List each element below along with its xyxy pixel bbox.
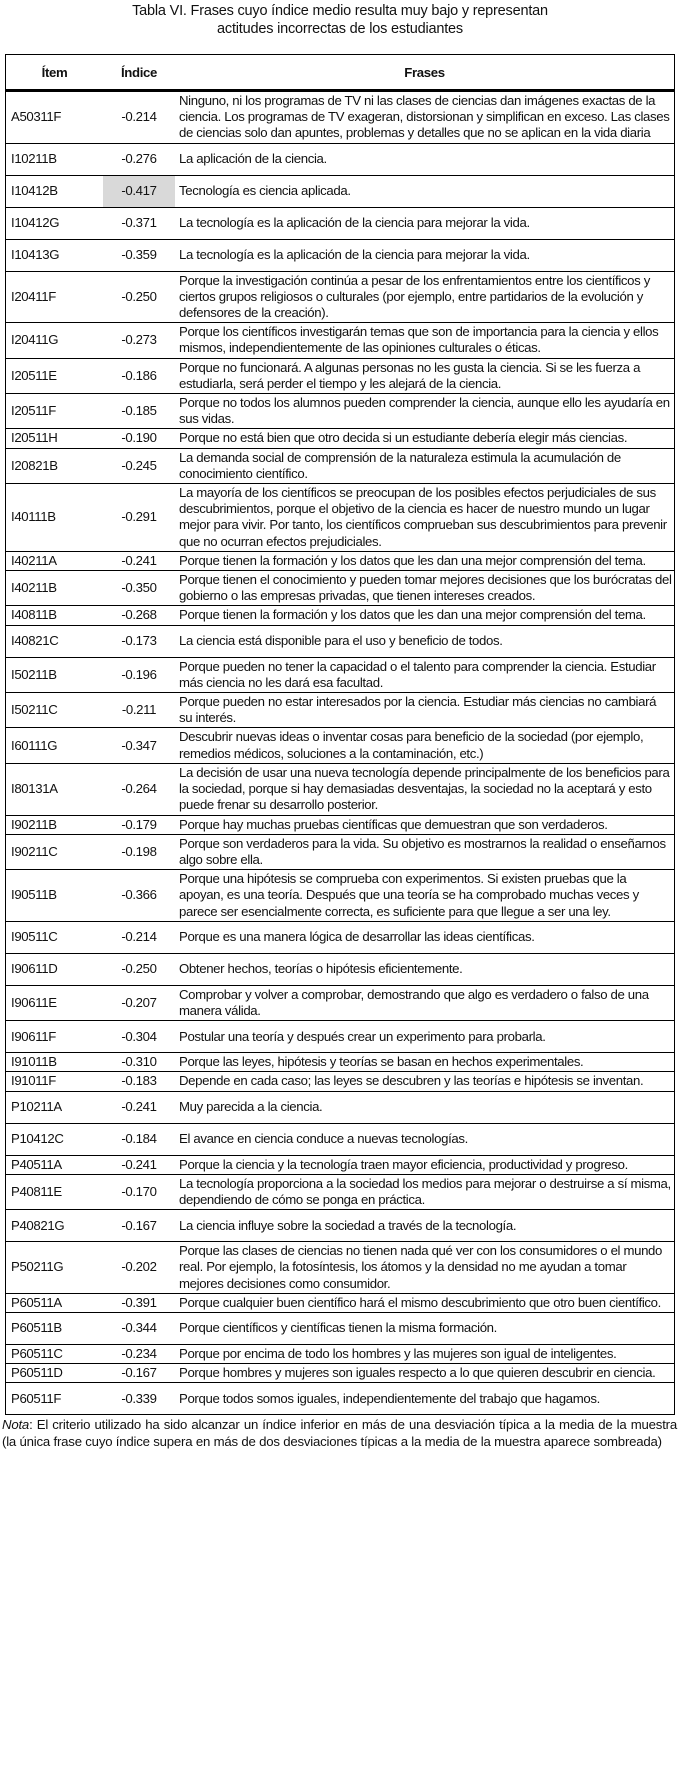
item-cell: P60511A	[6, 1293, 104, 1312]
frase-cell: La demanda social de comprensión de la naturaleza estimula la acumulación de conocimiento científico.	[175, 448, 675, 483]
table-row	[6, 1364, 675, 1383]
table-row	[6, 1383, 675, 1415]
table-row	[6, 870, 675, 922]
frase-cell: Porque una hipótesis se comprueba con experimentos. Si existen pruebas que la apoyan, es una teoría. Después que una teoría se ha comprobado muchas veces y parece ser esencialmente correcta, es suficiente para que llegue a ser una ley.	[175, 870, 675, 922]
table-row	[6, 551, 675, 570]
item-cell: I10211B	[6, 143, 104, 175]
header-indice: Índice	[103, 55, 175, 91]
frase-cell: La tecnología es la aplicación de la ciencia para mejorar la vida.	[175, 207, 675, 239]
frase-cell: Porque tienen el conocimiento y pueden tomar mejores decisiones que los burócratas del gobierno o las empresas privadas, que tienen intereses creados.	[175, 571, 675, 606]
frase-cell: Comprobar y volver a comprobar, demostrando que algo es verdadero o falso de una manera válida.	[175, 985, 675, 1020]
table-title	[0, 0, 680, 38]
item-cell: I91011B	[6, 1053, 104, 1072]
table-title-line-2: actitudes incorrectas de los estudiantes	[217, 21, 463, 37]
indice-cell: -0.245	[103, 448, 175, 483]
item-cell: I90511B	[6, 870, 104, 922]
table-row	[6, 239, 675, 271]
item-cell: P50211G	[6, 1242, 104, 1294]
table-row	[6, 693, 675, 728]
indice-cell: -0.304	[103, 1021, 175, 1053]
table-header-row	[6, 55, 675, 91]
indice-cell: -0.170	[103, 1174, 175, 1209]
indice-cell: -0.350	[103, 571, 175, 606]
item-cell: P60511F	[6, 1383, 104, 1415]
indice-cell: -0.359	[103, 239, 175, 271]
table-row	[6, 448, 675, 483]
table-row	[6, 1123, 675, 1155]
frase-cell: Porque pueden no tener la capacidad o el talento para comprender la ciencia. Estudiar más ciencia no les dará esa facultad.	[175, 657, 675, 692]
frase-cell: La ciencia está disponible para el uso y beneficio de todos.	[175, 625, 675, 657]
indice-cell: -0.202	[103, 1242, 175, 1294]
item-cell: I90611E	[6, 985, 104, 1020]
table-row	[6, 1072, 675, 1091]
item-cell: P60511D	[6, 1364, 104, 1383]
indice-cell: -0.211	[103, 693, 175, 728]
frase-cell: Porque por encima de todo los hombres y las mujeres son igual de inteligentes.	[175, 1344, 675, 1363]
table-row	[6, 834, 675, 869]
item-cell: I20411G	[6, 323, 104, 358]
frase-cell: Ninguno, ni los programas de TV ni las clases de ciencias dan imágenes exactas de la ciencia. Los programas de TV exageran, distorsionan y simplifican en exceso. Las clases de ciencias solo dan apuntes, problemas y detalles que no se aplican en la vida diaria	[175, 91, 675, 144]
frase-cell: Porque tienen la formación y los datos que les dan una mejor comprensión del tema.	[175, 551, 675, 570]
item-cell: I90211C	[6, 834, 104, 869]
indice-cell: -0.173	[103, 625, 175, 657]
frase-cell: Postular una teoría y después crear un experimento para probarla.	[175, 1021, 675, 1053]
indice-cell: -0.241	[103, 1155, 175, 1174]
indice-cell: -0.344	[103, 1312, 175, 1344]
header-item: Ítem	[6, 55, 104, 91]
table-row	[6, 207, 675, 239]
frase-cell: Porque son verdaderos para la vida. Su objetivo es mostrarnos la realidad o enseñarnos algo sobre ella.	[175, 834, 675, 869]
indice-cell: -0.198	[103, 834, 175, 869]
indice-cell: -0.179	[103, 815, 175, 834]
frase-cell: Porque hay muchas pruebas científicas que demuestran que son verdaderos.	[175, 815, 675, 834]
frase-cell: Porque las clases de ciencias no tienen nada qué ver con los consumidores o el mundo real. Por ejemplo, la fotosíntesis, los átomos y la densidad no me ayudan a tomar mejores decisiones como consumidor.	[175, 1242, 675, 1294]
table-row	[6, 1091, 675, 1123]
item-cell: P60511B	[6, 1312, 104, 1344]
indice-cell: -0.339	[103, 1383, 175, 1415]
table-row	[6, 763, 675, 815]
table-row	[6, 815, 675, 834]
indice-cell: -0.207	[103, 985, 175, 1020]
frase-cell: Porque no todos los alumnos pueden comprender la ciencia, aunque ello les ayudaría en sus vidas.	[175, 394, 675, 429]
item-cell: I90511C	[6, 921, 104, 953]
indice-cell: -0.268	[103, 606, 175, 625]
indice-cell: -0.185	[103, 394, 175, 429]
frase-cell: Porque cualquier buen científico hará el mismo descubrimiento que otro buen científico.	[175, 1293, 675, 1312]
item-cell: P40511A	[6, 1155, 104, 1174]
item-cell: I20511H	[6, 429, 104, 448]
item-cell: I60111G	[6, 728, 104, 763]
table-row	[6, 625, 675, 657]
table-row	[6, 1344, 675, 1363]
table-row	[6, 1242, 675, 1294]
frase-cell: Porque es una manera lógica de desarrollar las ideas científicas.	[175, 921, 675, 953]
indice-cell: -0.250	[103, 953, 175, 985]
item-cell: I91011F	[6, 1072, 104, 1091]
frase-cell: Depende en cada caso; las leyes se descubren y las teorías e hipótesis se inventan.	[175, 1072, 675, 1091]
frase-cell: Porque los científicos investigarán temas que son de importancia para la ciencia y ellos mismos, independientemente de las opiniones culturales o éticas.	[175, 323, 675, 358]
table-row	[6, 358, 675, 393]
frase-cell: La ciencia influye sobre la sociedad a través de la tecnología.	[175, 1210, 675, 1242]
item-cell: I20511F	[6, 394, 104, 429]
frase-cell: Porque científicos y científicas tienen la misma formación.	[175, 1312, 675, 1344]
indice-cell: -0.167	[103, 1364, 175, 1383]
item-cell: P60511C	[6, 1344, 104, 1363]
table-row	[6, 921, 675, 953]
indice-cell: -0.347	[103, 728, 175, 763]
table-row	[6, 429, 675, 448]
item-cell: I20511E	[6, 358, 104, 393]
frase-cell: La decisión de usar una nueva tecnología depende principalmente de los beneficios para la sociedad, porque si hay demasiadas desventajas, la sociedad no la aceptará y esto puede frenar su desarrollo posterior.	[175, 763, 675, 815]
phrases-table	[5, 54, 675, 1415]
table-row	[6, 91, 675, 144]
table-row	[6, 985, 675, 1020]
item-cell: I90611D	[6, 953, 104, 985]
table-row	[6, 1155, 675, 1174]
table-row	[6, 1021, 675, 1053]
frase-cell: Porque no está bien que otro decida si un estudiante debería elegir más ciencias.	[175, 429, 675, 448]
item-cell: I90611F	[6, 1021, 104, 1053]
indice-cell: -0.371	[103, 207, 175, 239]
item-cell: I50211C	[6, 693, 104, 728]
indice-cell: -0.250	[103, 271, 175, 323]
table-row	[6, 1312, 675, 1344]
table-row	[6, 1210, 675, 1242]
note-text: : El criterio utilizado ha sido alcanzar un índice inferior en más de una desviación típica a la media de la muestra (la única frase cuyo índice supera en más de dos desviaciones típicas a la media de la muestra aparece sombreada)	[2, 1417, 677, 1449]
indice-cell: -0.241	[103, 1091, 175, 1123]
table-row	[6, 606, 675, 625]
item-cell: I10413G	[6, 239, 104, 271]
item-cell: I50211B	[6, 657, 104, 692]
frase-cell: Porque todos somos iguales, independientemente del trabajo que hagamos.	[175, 1383, 675, 1415]
item-cell: I80131A	[6, 763, 104, 815]
item-cell: I40821C	[6, 625, 104, 657]
frase-cell: La aplicación de la ciencia.	[175, 143, 675, 175]
table-row	[6, 1053, 675, 1072]
item-cell: I10412B	[6, 175, 104, 207]
table-row	[6, 1293, 675, 1312]
frase-cell: Porque las leyes, hipótesis y teorías se basan en hechos experimentales.	[175, 1053, 675, 1072]
indice-cell: -0.241	[103, 551, 175, 570]
table-note	[0, 1415, 680, 1450]
table-row	[6, 271, 675, 323]
indice-cell: -0.196	[103, 657, 175, 692]
indice-cell: -0.190	[103, 429, 175, 448]
item-cell: P10412C	[6, 1123, 104, 1155]
table-row	[6, 728, 675, 763]
table-row	[6, 143, 675, 175]
frase-cell: La tecnología proporciona a la sociedad los medios para mejorar o destruirse a sí misma, dependiendo de cómo se ponga en práctica.	[175, 1174, 675, 1209]
indice-cell: -0.183	[103, 1072, 175, 1091]
table-title-line-1: Tabla VI. Frases cuyo índice medio resulta muy bajo y representan	[132, 3, 548, 19]
item-cell: P40821G	[6, 1210, 104, 1242]
frase-cell: Porque la investigación continúa a pesar de los enfrentamientos entre los científicos y ciertos grupos religiosos o culturales (por ejemplo, entre partidarios de la evolución y defensores de la creación).	[175, 271, 675, 323]
indice-cell: -0.186	[103, 358, 175, 393]
item-cell: A50311F	[6, 91, 104, 144]
indice-cell: -0.167	[103, 1210, 175, 1242]
frase-cell: Porque pueden no estar interesados por la ciencia. Estudiar más ciencias no cambiará su interés.	[175, 693, 675, 728]
item-cell: I20411F	[6, 271, 104, 323]
table-row	[6, 175, 675, 207]
item-cell: I20821B	[6, 448, 104, 483]
table-row	[6, 484, 675, 552]
item-cell: I10412G	[6, 207, 104, 239]
frase-cell: Obtener hechos, teorías o hipótesis eficientemente.	[175, 953, 675, 985]
table-row	[6, 571, 675, 606]
frase-cell: Porque no funcionará. A algunas personas no les gusta la ciencia. Si se les fuerza a estudiarla, será perder el tiempo y les alejará de la ciencia.	[175, 358, 675, 393]
table-row	[6, 953, 675, 985]
item-cell: I40211A	[6, 551, 104, 570]
indice-cell: -0.291	[103, 484, 175, 552]
indice-cell: -0.310	[103, 1053, 175, 1072]
frase-cell: La tecnología es la aplicación de la ciencia para mejorar la vida.	[175, 239, 675, 271]
frase-cell: Descubrir nuevas ideas o inventar cosas para beneficio de la sociedad (por ejemplo, remedios médicos, soluciones a la contaminación, etc.)	[175, 728, 675, 763]
item-cell: P40811E	[6, 1174, 104, 1209]
frase-cell: Porque la ciencia y la tecnología traen mayor eficiencia, productividad y progreso.	[175, 1155, 675, 1174]
table-row	[6, 1174, 675, 1209]
item-cell: I90211B	[6, 815, 104, 834]
indice-cell: -0.417	[103, 175, 175, 207]
indice-cell: -0.366	[103, 870, 175, 922]
table-row	[6, 394, 675, 429]
frase-cell: El avance en ciencia conduce a nuevas tecnologías.	[175, 1123, 675, 1155]
indice-cell: -0.391	[103, 1293, 175, 1312]
frase-cell: La mayoría de los científicos se preocupan de los posibles efectos perjudiciales de sus descubrimientos, porque el objetivo de la ciencia es hacer de nuestro mundo un lugar mejor para vivir. Por tanto, los científicos comprueban sus descubrimientos para prevenir que no ocurran efectos prejudiciales.	[175, 484, 675, 552]
indice-cell: -0.264	[103, 763, 175, 815]
note-label: Nota	[2, 1417, 30, 1433]
frase-cell: Porque hombres y mujeres son iguales respecto a lo que quieren descubrir en ciencia.	[175, 1364, 675, 1383]
indice-cell: -0.273	[103, 323, 175, 358]
indice-cell: -0.276	[103, 143, 175, 175]
indice-cell: -0.214	[103, 91, 175, 144]
table-row	[6, 323, 675, 358]
indice-cell: -0.214	[103, 921, 175, 953]
item-cell: I40211B	[6, 571, 104, 606]
item-cell: I40811B	[6, 606, 104, 625]
frase-cell: Muy parecida a la ciencia.	[175, 1091, 675, 1123]
frase-cell: Porque tienen la formación y los datos que les dan una mejor comprensión del tema.	[175, 606, 675, 625]
item-cell: I40111B	[6, 484, 104, 552]
frase-cell: Tecnología es ciencia aplicada.	[175, 175, 675, 207]
item-cell: P10211A	[6, 1091, 104, 1123]
table-body	[6, 91, 675, 1415]
indice-cell: -0.234	[103, 1344, 175, 1363]
table-row	[6, 657, 675, 692]
indice-cell: -0.184	[103, 1123, 175, 1155]
header-frases: Frases	[175, 55, 675, 91]
